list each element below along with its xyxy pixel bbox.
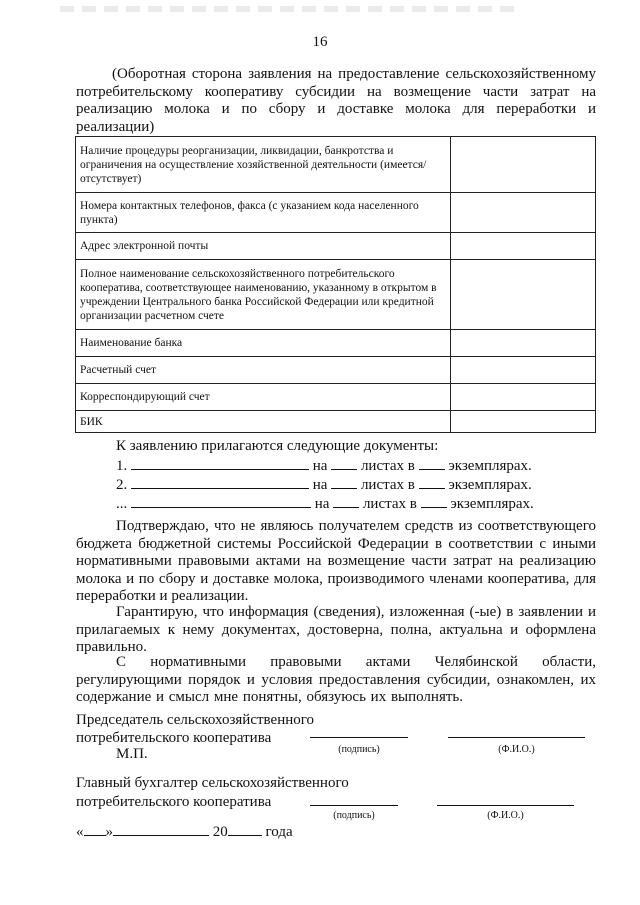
table-row bbox=[76, 411, 596, 433]
copies-count-field[interactable] bbox=[419, 475, 445, 489]
row-value[interactable] bbox=[451, 137, 596, 193]
chairman-name-line[interactable] bbox=[448, 737, 585, 738]
attachments-title: К заявлению прилагаются следующие документы: bbox=[116, 438, 439, 454]
table-row bbox=[76, 384, 596, 411]
date-line bbox=[76, 822, 293, 841]
month-field[interactable] bbox=[113, 822, 209, 836]
table-row bbox=[76, 193, 596, 233]
sheets-count-field[interactable] bbox=[331, 456, 357, 470]
form-intro bbox=[76, 66, 596, 136]
attachment-copies: экземплярах. bbox=[450, 496, 534, 512]
attachment-item bbox=[116, 456, 532, 475]
row-value[interactable] bbox=[451, 357, 596, 384]
table-row bbox=[76, 330, 596, 357]
document-name-field[interactable] bbox=[131, 456, 309, 470]
accountant-signature-line[interactable] bbox=[310, 805, 398, 806]
attachment-number: 2. bbox=[116, 477, 128, 493]
row-label: Адрес электронной почты bbox=[76, 233, 451, 260]
row-value[interactable] bbox=[451, 411, 596, 433]
date-close-quote: » bbox=[105, 824, 113, 840]
intro-text: (Оборотная сторона заявления на предоставление сельскохозяйственному потребительскому кооперативу субсидии на возмещение части затрат на реализацию молока и по сбору и доставке молока для переработки и реализации) bbox=[76, 66, 596, 135]
chairman-signature-line[interactable] bbox=[310, 737, 408, 738]
document-name-field[interactable] bbox=[131, 475, 309, 489]
sheets-count-field[interactable] bbox=[333, 494, 359, 508]
row-label: БИК bbox=[76, 411, 451, 433]
guarantee-paragraph: Гарантирую, что информация (сведения), изложенная (-ые) в заявлении и прилагаемых к нему документах, достоверна, полна, актуальна и оформлена правильно. bbox=[76, 604, 596, 655]
document-name-field[interactable] bbox=[131, 494, 311, 508]
chairman-title-line1: Председатель сельскохозяйственного bbox=[76, 712, 315, 728]
row-label: Наличие процедуры реорганизации, ликвидации, банкротства и ограничения на осуществление хозяйственной деятельности (имеется/отсутствует) bbox=[76, 137, 451, 193]
page-number: 16 bbox=[312, 34, 328, 50]
day-field[interactable] bbox=[84, 822, 106, 836]
acquainted-paragraph: С нормативными правовыми актами Челябинской области, регулирующими порядок и условия предоставления субсидии, ознакомлен, их содержание и смысл мне понятны, обязуюсь их выполнять. bbox=[76, 654, 596, 705]
attachment-number: 1. bbox=[116, 458, 128, 474]
row-label: Номера контактных телефонов, факса (с указанием кода населенного пункта) bbox=[76, 193, 451, 233]
attachment-copies: экземплярах. bbox=[448, 477, 532, 493]
stamp-label: М.П. bbox=[116, 746, 148, 762]
row-label: Полное наименование сельскохозяйственного потребительского кооператива, соответствующее наименованию, указанному в открытом в учреждении Центрального банка Российской Федерации или кредитной организации расчетном счете bbox=[76, 260, 451, 330]
chairman-signature-caption: (подпись) bbox=[338, 744, 380, 755]
year-field[interactable] bbox=[228, 822, 262, 836]
confirm-paragraph: Подтверждаю, что не являюсь получателем средств из соответствующего бюджета бюджетной системы Российской Федерации в соответствии с иными нормативными правовыми актами на возмещение части затрат на реализацию молока и по сбору и доставке молока, производимого членами кооператива, для переработки и реализации. bbox=[76, 518, 596, 604]
sheets-count-field[interactable] bbox=[331, 475, 357, 489]
attachment-on: на bbox=[314, 496, 330, 512]
table-row bbox=[76, 137, 596, 193]
requisites-table bbox=[75, 136, 596, 433]
year-suffix: года bbox=[265, 824, 293, 840]
attachment-number: ... bbox=[116, 496, 128, 512]
table-row bbox=[76, 260, 596, 330]
header-scan-noise bbox=[60, 6, 520, 12]
accountant-signature-caption: (подпись) bbox=[333, 810, 375, 821]
row-value[interactable] bbox=[451, 193, 596, 233]
attachment-sheets: листах в bbox=[362, 496, 417, 512]
table-row bbox=[76, 357, 596, 384]
row-label: Расчетный счет bbox=[76, 357, 451, 384]
row-value[interactable] bbox=[451, 330, 596, 357]
accountant-title-line1: Главный бухгалтер сельскохозяйственного bbox=[76, 775, 349, 791]
accountant-name-line[interactable] bbox=[437, 805, 574, 806]
row-value[interactable] bbox=[451, 384, 596, 411]
attachment-item bbox=[116, 494, 534, 513]
row-label: Наименование банка bbox=[76, 330, 451, 357]
attachment-copies: экземплярах. bbox=[448, 458, 532, 474]
copies-count-field[interactable] bbox=[421, 494, 447, 508]
date-open-quote: « bbox=[76, 824, 84, 840]
table-row bbox=[76, 233, 596, 260]
row-label: Корреспондирующий счет bbox=[76, 384, 451, 411]
accountant-name-caption: (Ф.И.О.) bbox=[487, 810, 524, 821]
year-prefix: 20 bbox=[212, 824, 228, 840]
attachment-on: на bbox=[312, 477, 328, 493]
chairman-name-caption: (Ф.И.О.) bbox=[498, 744, 535, 755]
copies-count-field[interactable] bbox=[419, 456, 445, 470]
attachment-sheets: листах в bbox=[360, 477, 415, 493]
attachment-item bbox=[116, 475, 532, 494]
chairman-title-line2: потребительского кооператива bbox=[76, 730, 272, 746]
row-value[interactable] bbox=[451, 233, 596, 260]
attachment-sheets: листах в bbox=[360, 458, 415, 474]
attachment-on: на bbox=[312, 458, 328, 474]
row-value[interactable] bbox=[451, 260, 596, 330]
accountant-title-line2: потребительского кооператива bbox=[76, 794, 272, 810]
